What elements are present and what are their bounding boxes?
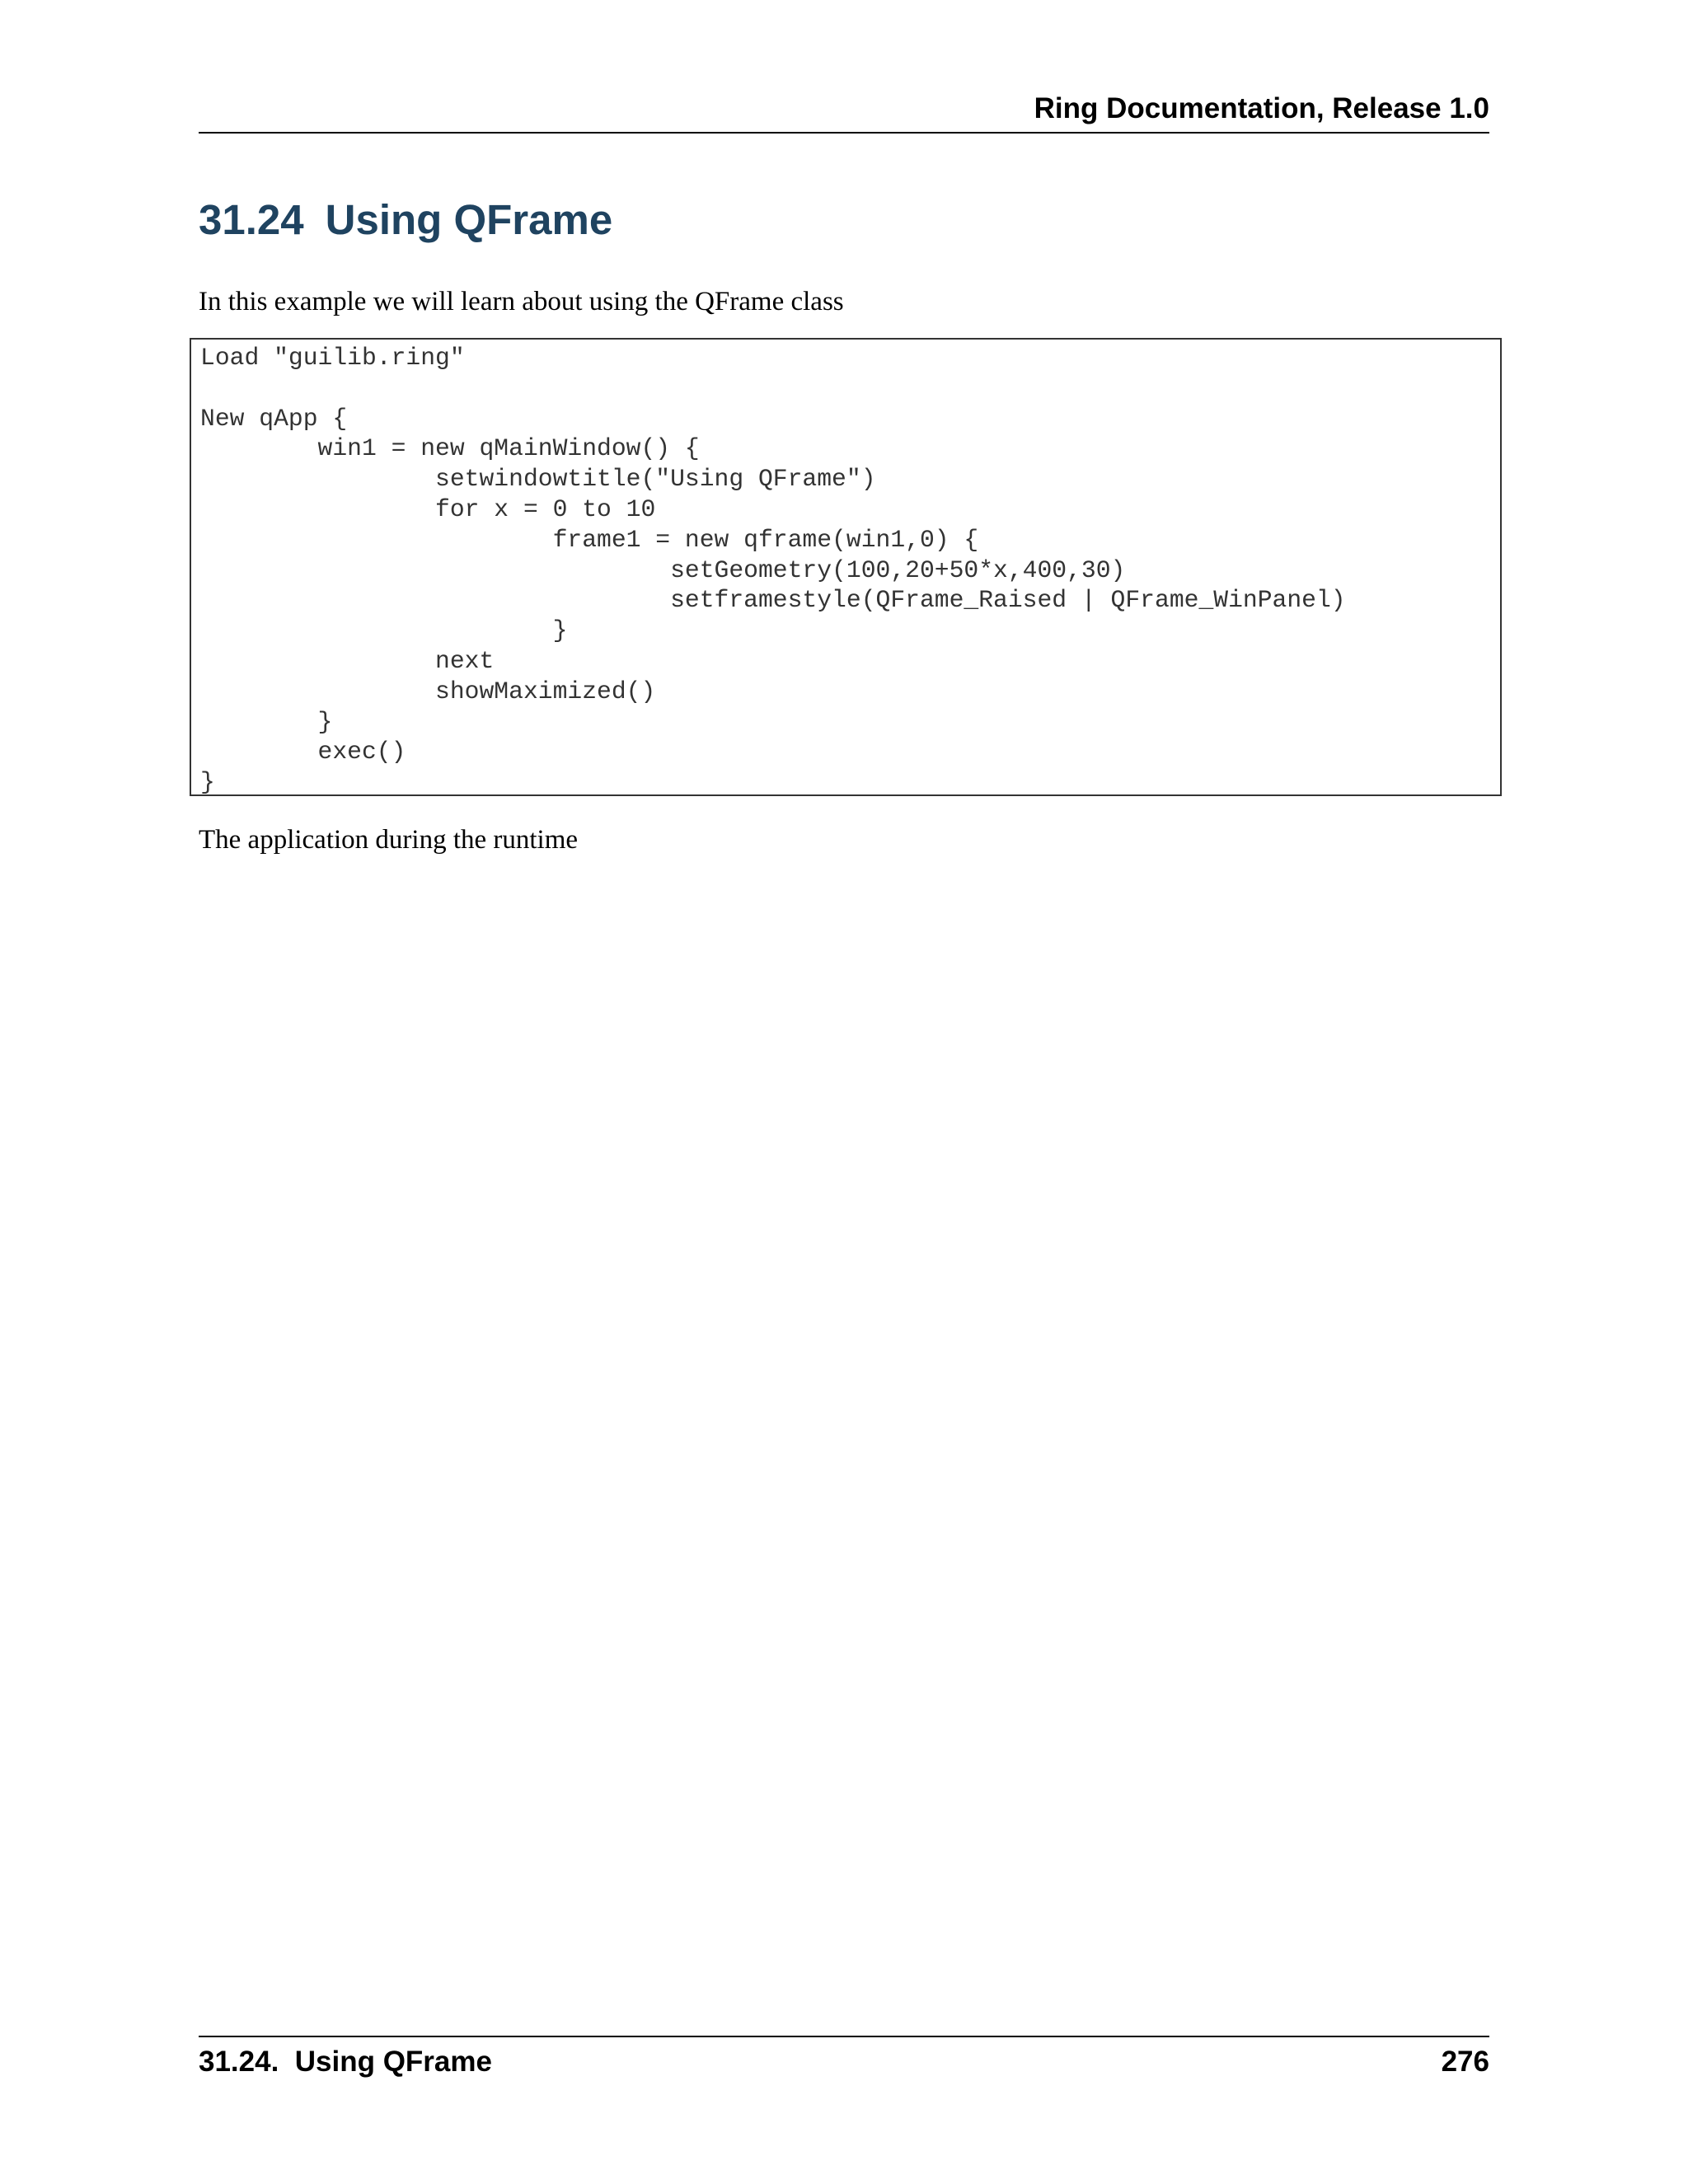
code-line: }: [200, 707, 333, 736]
code-line: Load "guilib.ring": [200, 344, 465, 372]
code-line: setframestyle(QFrame_Raised | QFrame_WinPanel): [200, 586, 1346, 615]
section-number: 31.24: [199, 196, 304, 243]
code-line: [200, 373, 1500, 404]
page-footer: [199, 2036, 1489, 2087]
code-line: next: [200, 646, 495, 675]
code-line: frame1 = new qframe(win1,0) {: [200, 525, 979, 554]
footer-section-label: 31.24. Using QFrame: [199, 2046, 492, 2078]
code-block: [190, 338, 1502, 796]
runtime-caption: The application during the runtime: [199, 825, 579, 855]
code-line: for x = 0 to 10: [200, 494, 656, 523]
code-line: }: [200, 768, 215, 797]
code-line: showMaximized(): [200, 677, 656, 705]
code-line: }: [200, 616, 568, 645]
section-title: [199, 191, 612, 249]
footer-page-number: 276: [1441, 2046, 1489, 2078]
page-header: [199, 89, 1489, 134]
code-line: setwindowtitle("Using QFrame"): [200, 465, 876, 494]
code-line: win1 = new qMainWindow() {: [200, 434, 700, 463]
code-line: setGeometry(100,20+50*x,400,30): [200, 555, 1126, 584]
code-line: New qApp {: [200, 404, 348, 433]
code-line: exec(): [200, 738, 406, 766]
section-title-text: Using QFrame: [325, 196, 613, 243]
intro-paragraph: In this example we will learn about using the QFrame class: [199, 287, 844, 316]
header-title: Ring Documentation, Release 1.0: [1034, 92, 1489, 124]
